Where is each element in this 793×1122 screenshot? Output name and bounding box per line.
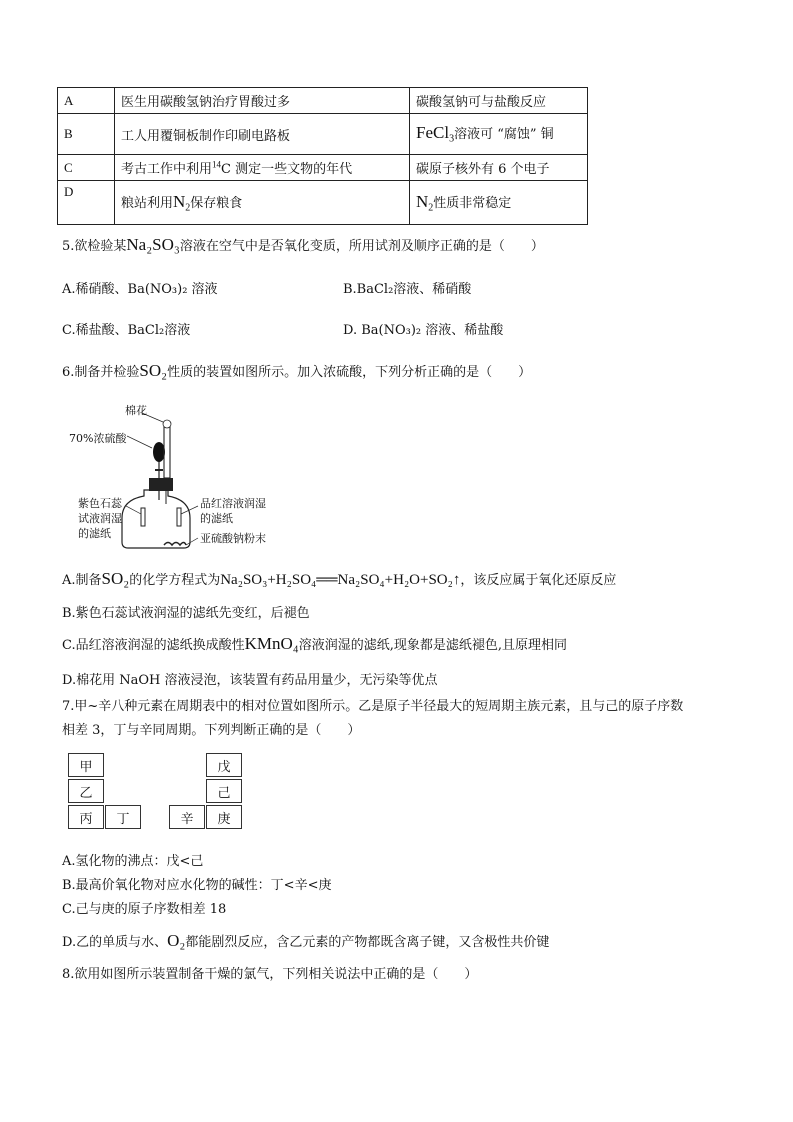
powder-icon (164, 543, 186, 546)
element-bing: 丙 (68, 805, 104, 829)
question-5-stem: 5.欲检验某Na₂SO₃溶液在空气中是否氧化变质，所用试剂及顺序正确的是（ ） (62, 235, 544, 254)
table-row (58, 181, 588, 225)
q7-option-c: C.己与庚的原子序数相差 18 (62, 902, 227, 917)
element-xin: 辛 (169, 805, 205, 829)
label-powder: 亚硫酸钠粉末 (200, 532, 266, 545)
q7-option-a: A.氢化物的沸点：戊<己 (62, 854, 204, 869)
q6-option-b: B.紫色石蕊试液润湿的滤纸先变红，后褪色 (62, 606, 310, 621)
q5-option-a: A.稀硝酸、Ba(NO₃)₂ 溶液 (62, 282, 218, 297)
q5-option-c: C.稀盐酸、BaCl₂溶液 (62, 323, 191, 338)
label-magenta-1: 品红溶液润湿 (200, 497, 266, 510)
label-cotton: 棉花 (125, 404, 147, 417)
cotton-icon (163, 420, 171, 428)
row-application: 粮站利用$N_2$保存粮食 (115, 181, 410, 225)
row-key: A (58, 88, 115, 114)
row-key: D (58, 181, 115, 225)
question-6-stem: 6.制备并检验SO₂性质的装置如图所示。加入浓硫酸，下列分析正确的是（ ） (62, 361, 532, 380)
q5-option-b: B.BaCl₂溶液、稀硝酸 (343, 282, 472, 297)
table-row (58, 88, 588, 114)
funnel-bulb-icon (153, 442, 165, 462)
stopper-icon (149, 478, 173, 491)
element-yi: 乙 (68, 779, 104, 803)
question-7-stem-line-1: 7.甲~辛八种元素在周期表中的相对位置如图所示。乙是原子半径最大的短周期主族元素，且与己的原子序数 (62, 699, 684, 714)
element-geng: 庚 (206, 805, 242, 829)
row-key: B (58, 114, 115, 155)
tube-icon (164, 422, 170, 478)
row-principle: FeCl$_3$溶液可 “腐蚀” 铜 (410, 114, 588, 155)
label-litmus-1: 紫色石蕊 (78, 497, 122, 510)
row-principle: $N_2$性质非常稳定 (410, 181, 588, 225)
element-wu: 戊 (206, 753, 242, 777)
question-7-stem-line-2: 相差 3，丁与辛同周期。下列判断正确的是（ ） (62, 723, 361, 738)
label-litmus-3: 的滤纸 (78, 527, 111, 540)
answer-table (57, 87, 588, 225)
q6-option-a: A.制备SO₂的化学方程式为Na₂SO₃+H₂SO₄══Na₂SO₄+H₂O+SO₂↑，该反应属于氧化还原反应 (62, 569, 617, 588)
label-acid: 70%浓硫酸 (69, 432, 127, 445)
row-application: 医生用碳酸氢钠治疗胃酸过多 (115, 88, 410, 114)
table-row (58, 114, 588, 155)
q5-option-d: D. Ba(NO₃)₂ 溶液、稀盐酸 (343, 323, 504, 338)
row-principle: 碳酸氢钠可与盐酸反应 (410, 88, 588, 114)
row-application: 考古工作中利用$^{14}$C 测定一些文物的年代 (115, 155, 410, 181)
litmus-paper-icon (141, 508, 145, 526)
label-magenta-2: 的滤纸 (200, 512, 233, 525)
q7-option-b: B.最高价氧化物对应水化物的碱性：丁<辛<庚 (62, 878, 332, 893)
element-jia: 甲 (68, 753, 104, 777)
q6-option-c: C.品红溶液润湿的滤纸换成酸性KMnO₄溶液润湿的滤纸,现象都是滤纸褪色,且原理相同 (62, 634, 567, 653)
question-8-stem: 8.欲用如图所示装置制备干燥的氯气，下列相关说法中正确的是（ ） (62, 967, 478, 982)
row-key: C (58, 155, 115, 181)
element-ji: 己 (206, 779, 242, 803)
row-principle: 碳原子核外有 6 个电子 (410, 155, 588, 181)
element-ding: 丁 (105, 805, 141, 829)
q6-option-d: D.棉花用 NaOH 溶液浸泡，该装置有药品用量少，无污染等优点 (62, 673, 438, 688)
row-application: 工人用覆铜板制作印刷电路板 (115, 114, 410, 155)
label-litmus-2: 试液润湿 (78, 512, 122, 525)
magenta-paper-icon (177, 508, 181, 526)
q7-option-d: D.乙的单质与水、O₂都能剧烈反应，含乙元素的产物都既含离子键，又含极性共价键 (62, 931, 550, 950)
table-row (58, 155, 588, 181)
